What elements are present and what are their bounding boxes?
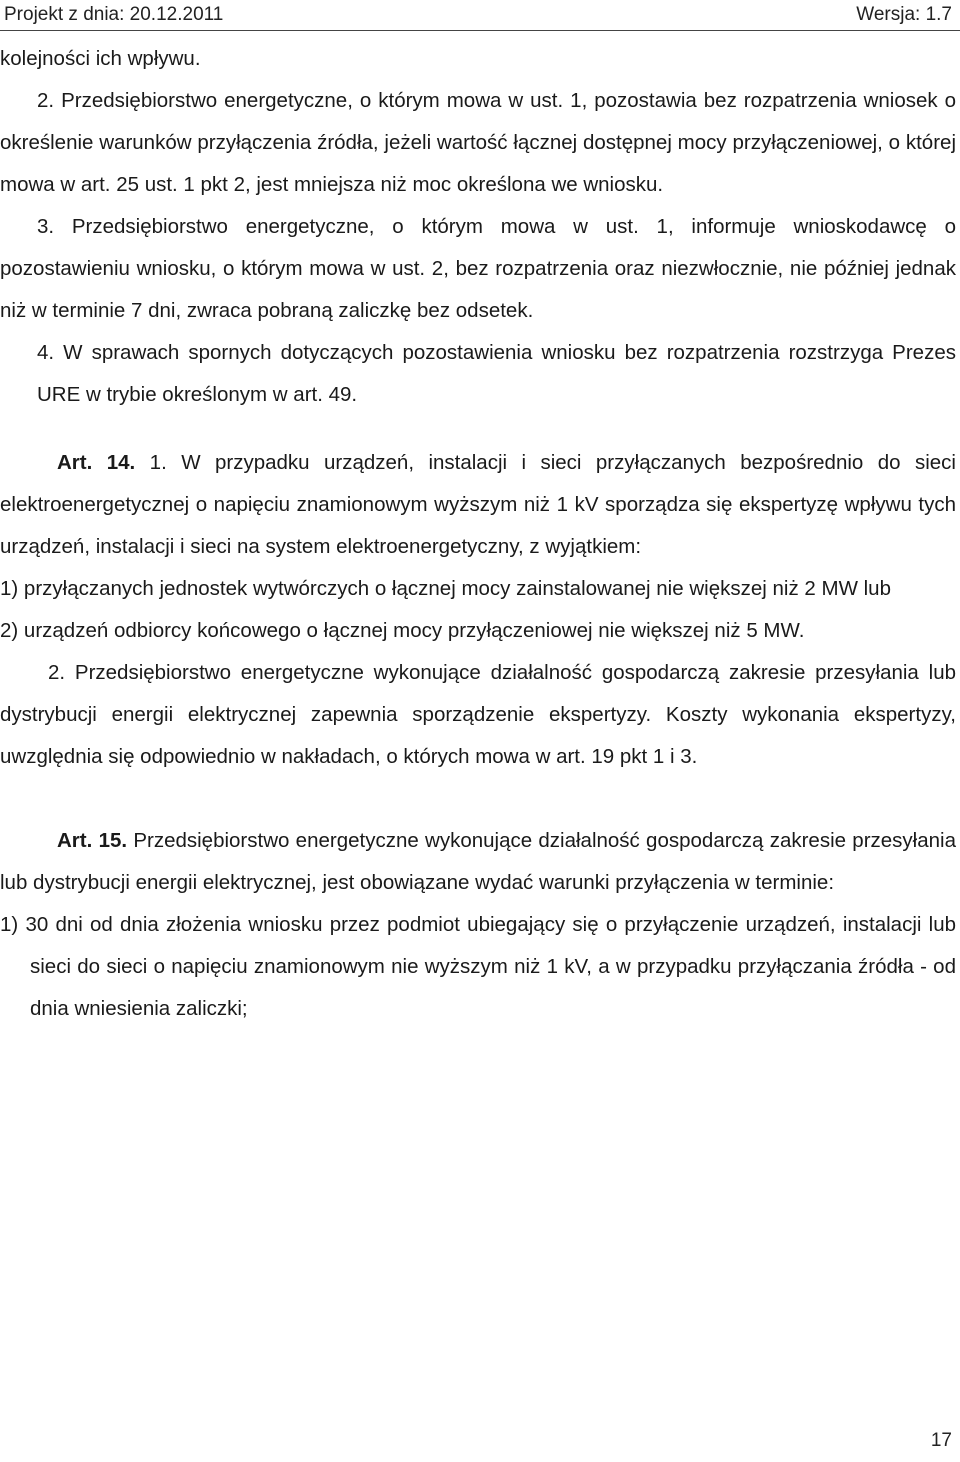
list-item-1: 1) przyłączanych jednostek wytwórczych o łącznej mocy zainstalowanej nie większej niż 2 MW lub bbox=[0, 577, 891, 600]
list-item-2: 2) urządzeń odbiorcy końcowego o łącznej mocy przyłączeniowej nie większej niż 5 MW. bbox=[0, 619, 805, 642]
article-15-label: Art. 15. bbox=[57, 829, 128, 852]
article-14-label: Art. 14. bbox=[57, 451, 136, 474]
paragraph-continuation: kolejności ich wpływu. bbox=[0, 47, 201, 70]
article-15-text: Przedsiębiorstwo energetyczne wykonujące działalność gospodarczą zakresie przesyłania lub dystrybucji energii elektrycznej, jest obowiązane wydać warunki przyłączenia w terminie: bbox=[0, 829, 956, 894]
paragraph-ust-3: 3. Przedsiębiorstwo energetyczne, o którym mowa w ust. 1, informuje wnioskodawcę o pozostawieniu wniosku, o którym mowa w ust. 2, bez rozpatrzenia oraz niezwłocznie, nie później jednak niż w terminie 7 dni, zwraca pobraną zaliczkę bez odsetek. bbox=[0, 215, 956, 322]
paragraph-ust-4-text: 4. W sprawach spornych dotyczących pozostawienia wniosku bez rozpatrzenia rozstrzyga Prezes URE w trybie określonym w art. 49. bbox=[37, 341, 956, 406]
article-15 bbox=[0, 820, 956, 904]
version-label: Wersja: 1.7 bbox=[856, 4, 952, 25]
article-14 bbox=[0, 442, 956, 568]
project-date: Projekt z dnia: 20.12.2011 bbox=[4, 4, 224, 25]
article-14-text: 1. W przypadku urządzeń, instalacji i sieci przyłączanych bezpośrednio do sieci elektroenergetycznej o napięciu znamionowym wyższym niż 1 kV sporządza się ekspertyzę wpływu tych urządzeń, instalacji i sieci na system elektroenergetyczny, z wyjątkiem: bbox=[0, 451, 956, 558]
paragraph-art14-ust-2: 2. Przedsiębiorstwo energetyczne wykonujące działalność gospodarczą zakresie przesyłania lub dystrybucji energii elektrycznej zapewnia sporządzenie ekspertyzy. Koszty wykonania ekspertyzy, uwzględnia się odpowiednio w nakładach, o których mowa w art. 19 pkt 1 i 3. bbox=[0, 661, 956, 768]
list-item-3: 1) 30 dni od dnia złożenia wniosku przez podmiot ubiegający się o przyłączenie urządzeń, instalacji lub sieci do sieci o napięciu znamionowym nie wyższym niż 1 kV, a w przypadku przyłączania źródła - od dnia wniesienia zaliczki; bbox=[0, 913, 956, 1020]
paragraph-ust-2: 2. Przedsiębiorstwo energetyczne, o którym mowa w ust. 1, pozostawia bez rozpatrzenia wniosek o określenie warunków przyłączenia źródła, jeżeli wartość łącznej dostępnej mocy przyłączeniowej, o której mowa w art. 25 ust. 1 pkt 2, jest mniejsza niż moc określona we wniosku. bbox=[0, 89, 956, 196]
page-header bbox=[0, 4, 960, 31]
document-body bbox=[0, 38, 956, 1030]
page-number: 17 bbox=[930, 1430, 952, 1451]
paragraph-ust-4 bbox=[0, 332, 956, 416]
